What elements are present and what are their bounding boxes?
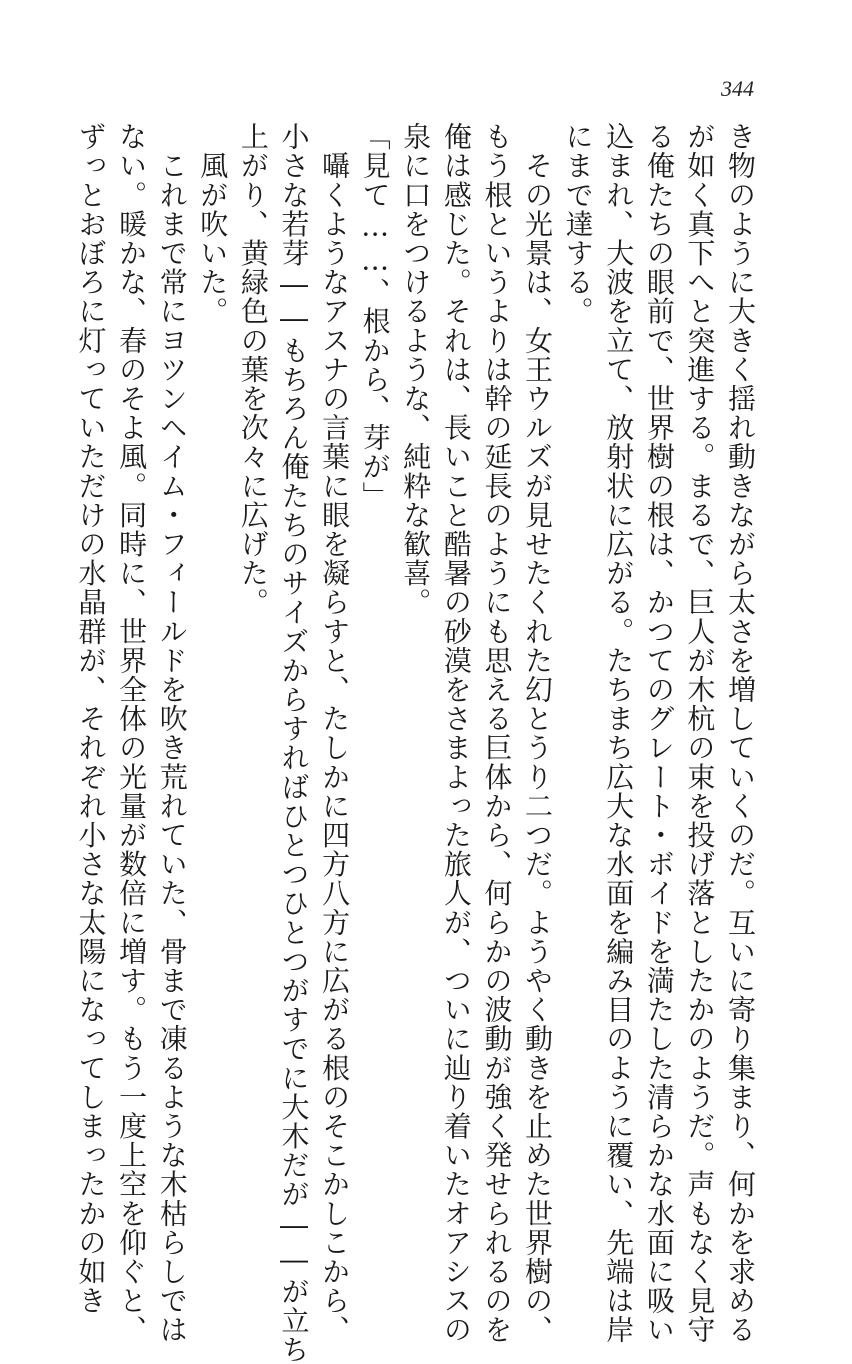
text-line: 上がり、黄緑色の葉を次々に広げた。	[236, 122, 270, 617]
text-line: 俺は感じた。それは、長いこと酷暑の砂漠をさまよった旅人が、ついに辿り着いたオアシスの	[439, 122, 473, 1345]
text-line: ない。暖かな、春のそよ風。同時に、世界全体の光量が数倍に増す。もう一度上空を仰ぐと、	[115, 122, 149, 1345]
text-line: き物のように大きく揺れ動きながら太さを増していくのだ。互いに寄り集まり、何かを求める	[724, 122, 757, 1345]
text-line: が如く真下へと突進する。まるで、巨人が木杭の束を投げ落としたかのようだ。声もなく見守	[683, 122, 717, 1345]
text-line: もう根というよりは幹の延長のようにも思える巨体から、何らかの波動が強く発せられるのを	[480, 122, 514, 1345]
text-line: 「見て……、根から、芽が」	[358, 122, 392, 511]
text-line: 風が吹いた。	[196, 122, 230, 326]
text-line: 泉に口をつけるような、純粋な歓喜。	[399, 122, 433, 617]
text-line: 囁くようなアスナの言葉に眼を凝らすと、たしかに四方八方に広がる根のそこかしこから、	[318, 122, 352, 1345]
text-line: ずっとおぼろに灯っていただけの水晶群が、それぞれ小さな太陽になってしまったかの如き	[74, 122, 108, 1316]
text-line: 込まれ、大波を立て、放射状に広がる。たちまち広大な水面を編み目のように覆い、先端は岸	[602, 122, 636, 1345]
text-line: その光景は、女王ウルズが見せたくれた幻とうり二つだ。ようやく動きを止めた世界樹の、	[521, 122, 555, 1345]
body-text	[74, 122, 760, 1364]
text-line: る俺たちの眼前で、世界樹の根は、かつてのグレート・ボイドを満たした清らかな水面に吸い	[642, 122, 676, 1345]
text-line: これまで常にヨツンヘイム・フィールドを吹き荒れていた、骨まで凍るような木枯らしでは	[155, 122, 189, 1345]
text-line: にまで達する。	[561, 122, 595, 326]
text-line: 小さな若芽――もちろん俺たちのサイズからすればひとつひとつがすでに大木だが――が立ち	[277, 122, 311, 1364]
page-number: 344	[721, 76, 754, 101]
